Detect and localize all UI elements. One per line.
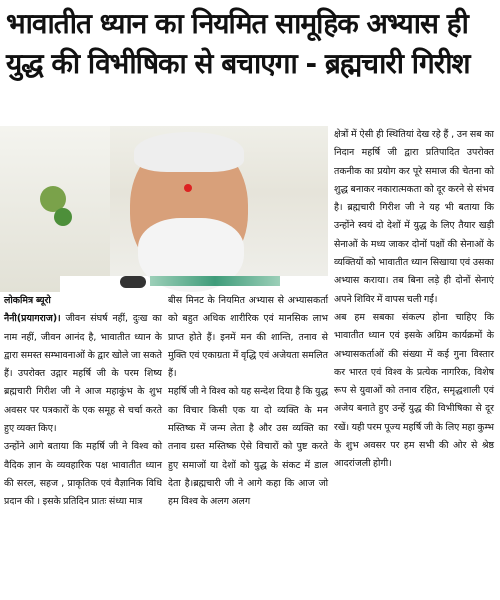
brahmachari-girish-photo: [0, 126, 328, 292]
article-column-right: [334, 126, 494, 474]
left-paragraph-2: उन्होंने आगे बताया कि महर्षि जी ने विश्व को वैदिक ज्ञान के व्यवहारिक पक्ष भावातीत ध्यान की सरल, सहज , प्राकृतिक एवं वैज्ञानिक विधि प्रदान की । इसके प्रतिदिन प्रातः संध्या मात्र: [4, 441, 162, 508]
headline-line-2: युद्ध की विभीषिका से बचाएगा - ब्रह्मचारी गिरीश: [6, 47, 470, 80]
headline: [6, 4, 496, 84]
right-paragraph-2: अब हम सबका संकल्प होना चाहिए कि भावातीत ध्यान एवं इसके अग्रिम कार्यक्रमों के अभ्यासकर्ताओं की संख्या में कई गुना विस्तार कर भारत एवं विश्व के प्रत्येक नागरिक, विशेष रूप से युवाओं को तनाव रहित, समृद्धशाली एवं अजेय बनाते हुए उन्हें युद्ध की विभीषिका से दूर रखें। यही परम पूज्य महर्षि जी के लिए महा कुम्भ के शुभ अवसर पर हम सभी की ओर से श्रेष्ठ आदरांजली होगी।: [334, 311, 494, 470]
middle-paragraph-1: बीस मिनट के नियमित अभ्यास से अभ्यासकर्ता को बहुत अधिक शारीरिक एवं मानसिक लाभ प्राप्त होते हैं। इनमें मन की शान्ति, तनाव से मुक्ति एवं एकाग्रता में वृद्धि एवं अजेयता समलित हैं।: [168, 295, 328, 380]
article-column-middle: [168, 292, 328, 512]
right-paragraph-1: क्षेत्रों में ऐसी ही स्थितियां देख रहे हैं , उन सब का निदान महर्षि जी द्वारा प्रतिपादित उपरोक्त तकनीक का प्रयोग कर पूरे समाज की चेतना को शुद्ध बनाकर नकारात्मकता को दूर करने से संभव है। ब्रह्मचारी गिरीश जी ने यह भी बताया कि उन्होंने स्वयं दो देशों में युद्ध के लिए तैयार खड़ी सेनाओं के मध्य जाकर दोनों पक्षों की सेनाओं के व्यक्तियों को भावातीत ध्यान सिखाया एवं उसका अभ्यास कराया। तब बिना लड़े ही दोनों सेनाएं अपने शिविर में वापस चली गईं।: [334, 129, 494, 305]
left-paragraph-1: [4, 292, 162, 438]
left-paragraph-1-text: जीवन संघर्ष नहीं, दुःख का नाम नहीं, जीवन आनंद है, भावातीत ध्यान के द्वारा समस्त सम्भावनाओं के द्वार खोले जा सकते हैं। उपरोक्त उद्गार महर्षि जी के परम शिष्य ब्रह्मचारी गिरीश जी ने आज महाकुंभ के शुभ अवसर पर पत्रकारों के एक समूह से चर्चा करते हुए व्यक्त किए।: [4, 313, 162, 435]
byline-dateline: नैनी(प्रयागराज)।: [4, 313, 61, 325]
article-column-left: [4, 292, 162, 512]
byline-agency: लोकमित्र ब्यूरो: [4, 295, 51, 306]
headline-line-1: भावातीत ध्यान का नियमित सामूहिक अभ्यास ही: [6, 7, 468, 40]
microphone-icon: [120, 276, 146, 288]
middle-paragraph-2: महर्षि जी ने विश्व को यह सन्देश दिया है कि युद्ध का विचार किसी एक या दो व्यक्ति के मन मस्तिष्क में जन्म लेता है और उस व्यक्ति का तनाव ग्रस्त मस्तिष्क ऐसे विचारों को पुष्ट करते हुए समाजों या देशों को युद्ध के संकट में डाल देता है।ब्रह्मचारी जी ने आगे कहा कि आज जो हम विश्व के अलग अलग: [168, 386, 328, 508]
